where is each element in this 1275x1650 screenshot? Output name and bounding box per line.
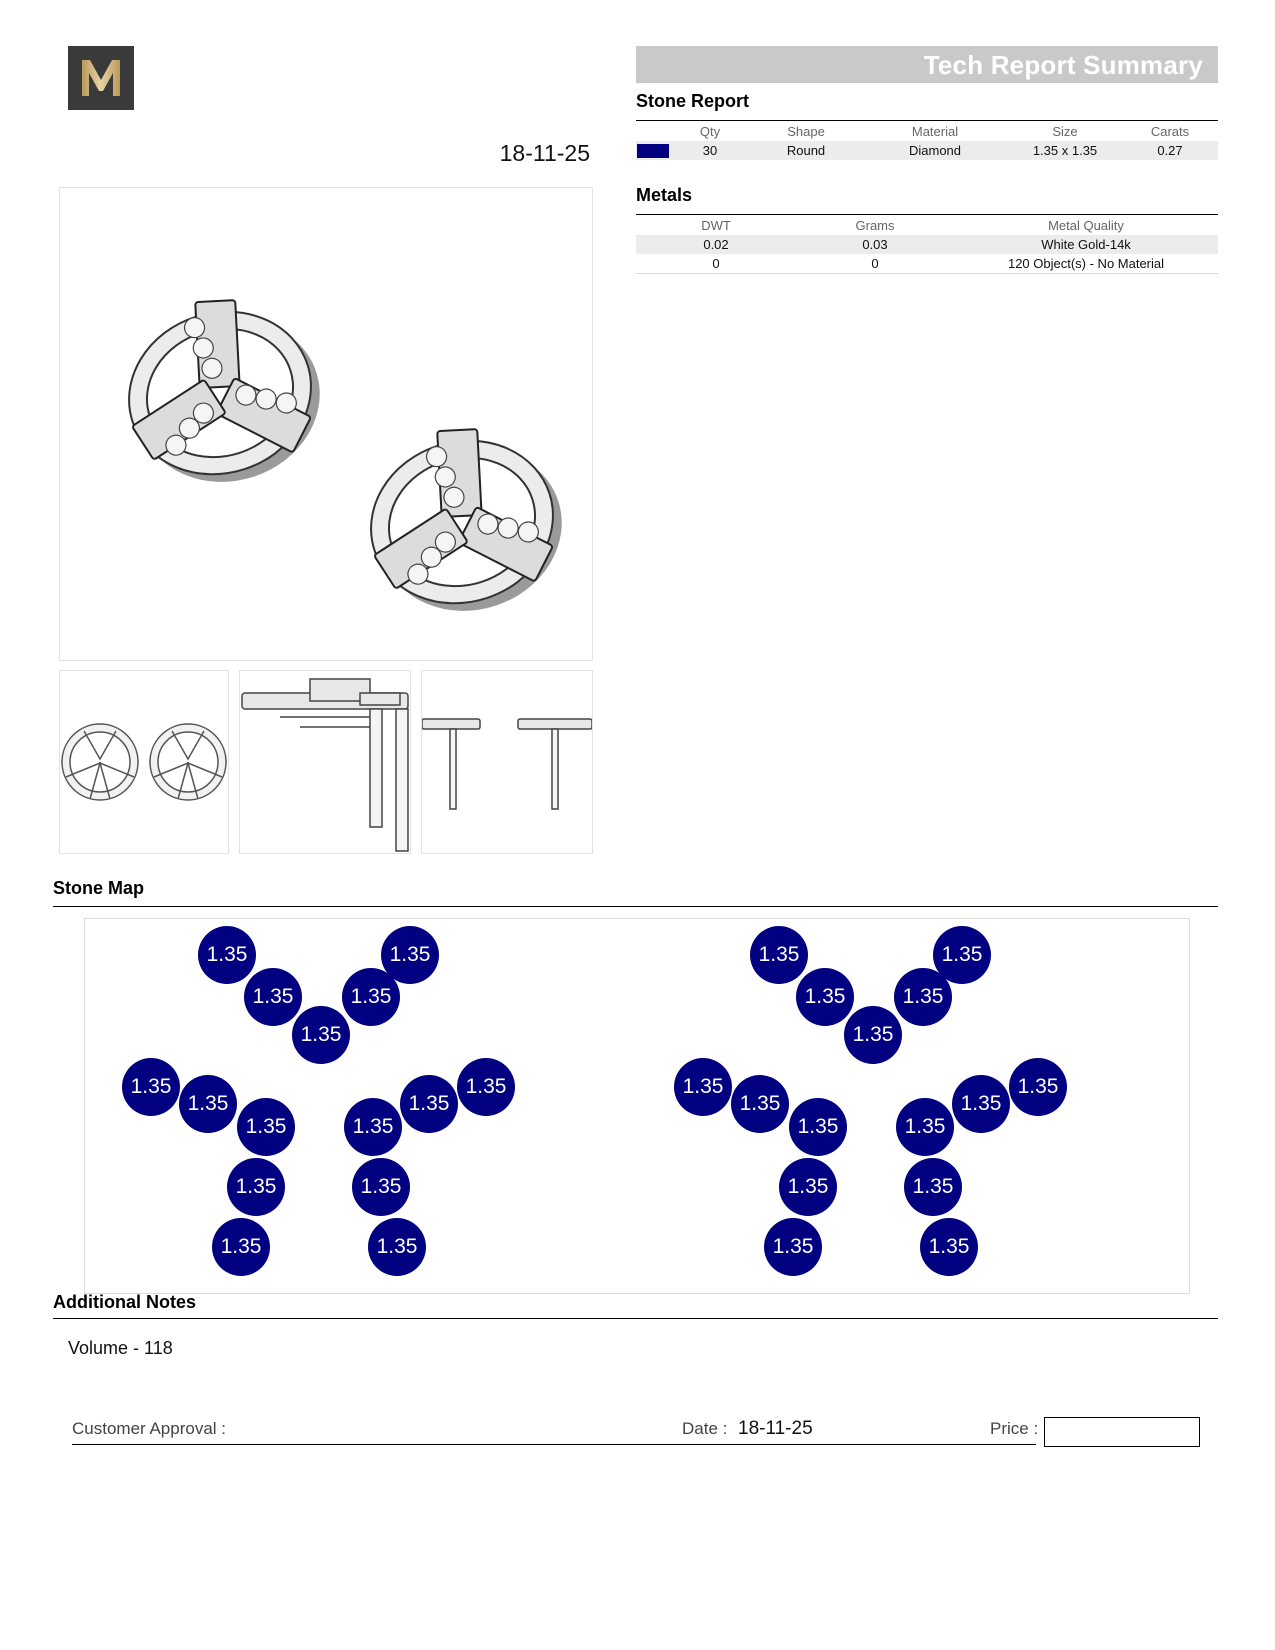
company-logo [68, 46, 134, 110]
additional-notes-title: Additional Notes [53, 1292, 196, 1312]
metals-rule [636, 214, 1218, 215]
product-render-main [59, 187, 593, 661]
report-date: 18-11-25 [499, 140, 590, 166]
metal-quality-header: Metal Quality [1048, 218, 1124, 233]
stone-marker: 1.35 [237, 1098, 295, 1156]
stone-map-rule [53, 906, 1218, 907]
stone-marker: 1.35 [244, 968, 302, 1026]
price-label: Price : [990, 1419, 1039, 1438]
page-title: Tech Report Summary [923, 50, 1203, 80]
dwt-cell: 0 [636, 254, 796, 274]
size-header: Size [1052, 124, 1078, 139]
earring-side-icon [242, 679, 408, 851]
thumbnail-profile-view [421, 670, 593, 854]
header-bar [636, 46, 1218, 83]
earring-profile-icon [422, 719, 592, 809]
carats-cell: 0.27 [1122, 141, 1218, 160]
stone-color-header [636, 122, 670, 141]
earring-left-icon [102, 273, 342, 507]
grams-cell: 0 [796, 254, 954, 274]
date-label: Date : [682, 1419, 728, 1438]
stone-marker: 1.35 [457, 1058, 515, 1116]
stone-report-title: Stone Report [636, 91, 750, 111]
stone-marker: 1.35 [122, 1058, 180, 1116]
stone-marker: 1.35 [381, 926, 439, 984]
metals-table [636, 216, 1218, 274]
material-cell: Diamond [862, 141, 1008, 160]
stone-marker: 1.35 [904, 1158, 962, 1216]
stone-marker: 1.35 [212, 1218, 270, 1276]
stone-marker: 1.35 [796, 968, 854, 1026]
stone-marker: 1.35 [764, 1218, 822, 1276]
stone-marker: 1.35 [731, 1075, 789, 1133]
shape-cell: Round [750, 141, 862, 160]
stone-marker: 1.35 [933, 926, 991, 984]
stone-marker: 1.35 [368, 1218, 426, 1276]
price-input[interactable] [1044, 1417, 1200, 1447]
dwt-cell: 0.02 [636, 235, 796, 254]
metal-quality-cell: White Gold-14k [954, 235, 1218, 254]
stone-marker: 1.35 [920, 1218, 978, 1276]
stone-report-header-row [636, 122, 1218, 141]
stone-marker: 1.35 [896, 1098, 954, 1156]
earring-top-left-icon [62, 724, 138, 800]
stone-marker: 1.35 [292, 1006, 350, 1064]
grams-header: Grams [855, 218, 895, 233]
dwt-header: DWT [701, 218, 731, 233]
stone-marker: 1.35 [952, 1075, 1010, 1133]
stone-marker: 1.35 [844, 1006, 902, 1064]
stone-color-cell [636, 141, 670, 160]
notes-text: Volume - 118 [68, 1338, 173, 1358]
stone-map [84, 918, 1190, 1294]
earring-top-right-icon [150, 724, 226, 800]
size-cell: 1.35 x 1.35 [1008, 141, 1122, 160]
table-row [636, 141, 1218, 160]
grams-cell: 0.03 [796, 235, 954, 254]
stone-marker: 1.35 [674, 1058, 732, 1116]
thumbnail-side-view [239, 670, 411, 854]
stone-marker: 1.35 [779, 1158, 837, 1216]
metal-quality-cell: 120 Object(s) - No Material [954, 254, 1218, 274]
table-row [636, 235, 1218, 254]
customer-approval-label: Customer Approval : [72, 1419, 227, 1438]
metals-title: Metals [636, 185, 693, 205]
approval-line [72, 1444, 1036, 1445]
stone-report-table [636, 122, 1218, 160]
stone-marker: 1.35 [750, 926, 808, 984]
table-row [636, 254, 1218, 274]
stone-marker: 1.35 [227, 1158, 285, 1216]
qty-header: Qty [699, 124, 721, 139]
thumbnail-top-view [59, 670, 229, 854]
stone-marker: 1.35 [894, 968, 952, 1026]
stone-marker: 1.35 [344, 1098, 402, 1156]
stone-report-rule [636, 120, 1218, 121]
stone-marker: 1.35 [789, 1098, 847, 1156]
stone-map-title: Stone Map [53, 878, 145, 898]
shape-header: Shape [787, 124, 825, 139]
qty-cell: 30 [670, 141, 750, 160]
stone-marker: 1.35 [342, 968, 400, 1026]
stone-marker: 1.35 [400, 1075, 458, 1133]
stone-marker: 1.35 [198, 926, 256, 984]
stone-marker: 1.35 [1009, 1058, 1067, 1116]
stone-color-swatch [637, 144, 669, 158]
stone-marker: 1.35 [352, 1158, 410, 1216]
additional-notes-rule [53, 1318, 1218, 1319]
metals-header-row [636, 216, 1218, 235]
material-header: Material [911, 124, 959, 139]
approval-date-value: 18-11-25 [738, 1418, 813, 1439]
stone-marker: 1.35 [179, 1075, 237, 1133]
carats-header: Carats [1150, 124, 1190, 139]
earring-right-icon [344, 402, 584, 636]
